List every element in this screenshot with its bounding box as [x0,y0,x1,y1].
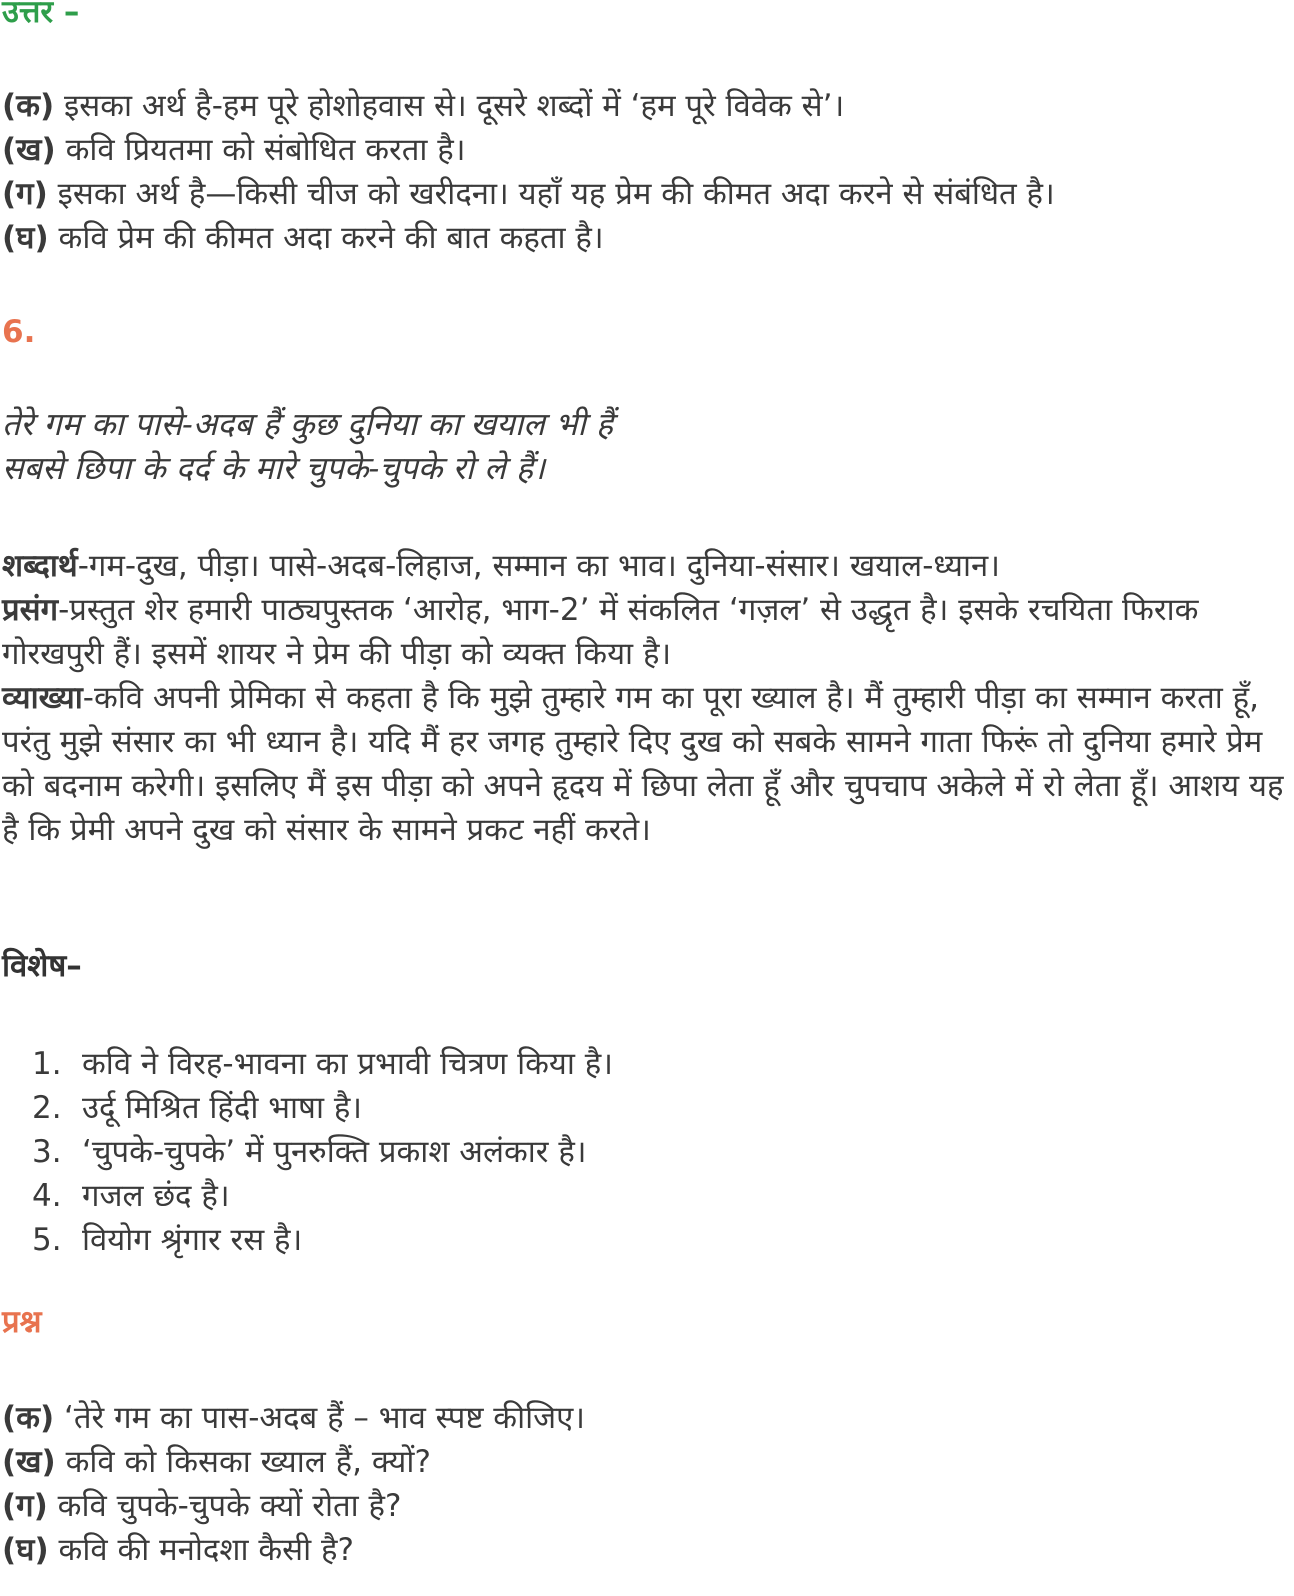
question-item [2,1440,431,1484]
answer-item [2,128,465,172]
vishesh-heading: विशेष– [2,948,82,984]
list-number: 5. [32,1222,62,1258]
question-text: कवि की मनोदशा कैसी है? [58,1532,354,1568]
vyakhya-label: व्याख्या [2,680,83,716]
list-number: 1. [32,1046,62,1082]
answer-text: इसका अर्थ है-हम पूरे होशोहवास से। दूसरे शब्दों में ‘हम पूरे विवेक से’। [64,88,845,124]
list-text: ‘चुपके-चुपके’ में पुनरुक्ति प्रकाश अलंकार है। [82,1134,587,1170]
shabdarth-section [2,544,1287,588]
list-text: वियोग श्रृंगार रस है। [82,1222,303,1258]
question-label: (ख) [2,1444,56,1480]
question-text: ‘तेरे गम का पास-अदब हैं – भाव स्पष्ट कीजिए। [64,1400,586,1436]
question-label: (ग) [2,1488,48,1524]
prasang-text: -प्रस्तुत शेर हमारी पाठ्यपुस्तक ‘आरोह, भाग-2’ में संकलित ‘गज़ल’ से उद्धृत है। इसके रचयिता फिराक गोरखपुरी हैं। इसमें शायर ने प्रेम की पीड़ा को व्यक्त किया है। [2,592,1199,672]
list-item [32,1130,613,1174]
list-item [32,1174,613,1218]
question-item [2,1528,354,1572]
prasang-label: प्रसंग [2,592,59,628]
answer-heading: उत्तर – [2,0,80,30]
question-label: (क) [2,1400,55,1436]
verse-line: सबसे छिपा के दर्द के मारे चुपके-चुपके रो ले हैं। [2,449,546,487]
vyakhya-section [2,676,1287,852]
answer-label: (क) [2,88,55,124]
list-item [32,1218,613,1262]
question-number: 6. [2,314,36,350]
question-heading: प्रश्न [2,1304,42,1340]
question-item [2,1484,401,1528]
vyakhya-text: -कवि अपनी प्रेमिका से कहता है कि मुझे तुम्हारे गम का पूरा ख्याल है। मैं तुम्हारी पीड़ा का सम्मान करता हूँ, परंतु मुझे संसार का भी ध्यान है। यदि मैं हर जगह तुम्हारे दिए दुख को सबके सामने गाता फिरूं तो दुनिया हमारे प्रेम को बदनाम करेगी। इसलिए मैं इस पीड़ा को अपने हृदय में छिपा लेता हूँ और चुपचाप अकेले में रो लेता हूँ। आशय यह है कि प्रेमी अपने दुख को संसार के सामने प्रकट नहीं करते। [2,680,1284,848]
shabdarth-label: शब्दार्थ [2,548,78,584]
question-text: कवि चुपके-चुपके क्यों रोता है? [57,1488,402,1524]
answer-text: इसका अर्थ है—किसी चीज को खरीदना। यहाँ यह प्रेम की कीमत अदा करने से संबंधित है। [57,176,1055,212]
list-text: गजल छंद है। [82,1178,230,1214]
shabdarth-text: -गम-दुख, पीड़ा। पासे-अदब-लिहाज, सम्मान का भाव। दुनिया-संसार। खयाल-ध्यान। [77,548,1001,584]
prasang-section [2,588,1287,676]
list-number: 2. [32,1090,62,1126]
verse-line: तेरे गम का पासे-अदब हैं कुछ दुनिया का खयाल भी हैं [2,405,613,443]
vishesh-list [32,1042,613,1262]
answer-label: (घ) [2,220,49,256]
question-label: (घ) [2,1532,49,1568]
list-number: 4. [32,1178,62,1214]
answer-item [2,84,844,128]
answer-item [2,172,1055,216]
answer-text: कवि प्रेम की कीमत अदा करने की बात कहता है। [58,220,604,256]
answer-label: (ख) [2,132,56,168]
question-item [2,1396,585,1440]
question-text: कवि को किसका ख्याल हैं, क्यों? [65,1444,431,1480]
answer-item [2,216,604,260]
answer-label: (ग) [2,176,48,212]
list-item [32,1086,613,1130]
list-number: 3. [32,1134,62,1170]
answer-text: कवि प्रियतमा को संबोधित करता है। [65,132,466,168]
list-text: उर्दू मिश्रित हिंदी भाषा है। [82,1090,363,1126]
list-item [32,1042,613,1086]
list-text: कवि ने विरह-भावना का प्रभावी चित्रण किया है। [82,1046,613,1082]
